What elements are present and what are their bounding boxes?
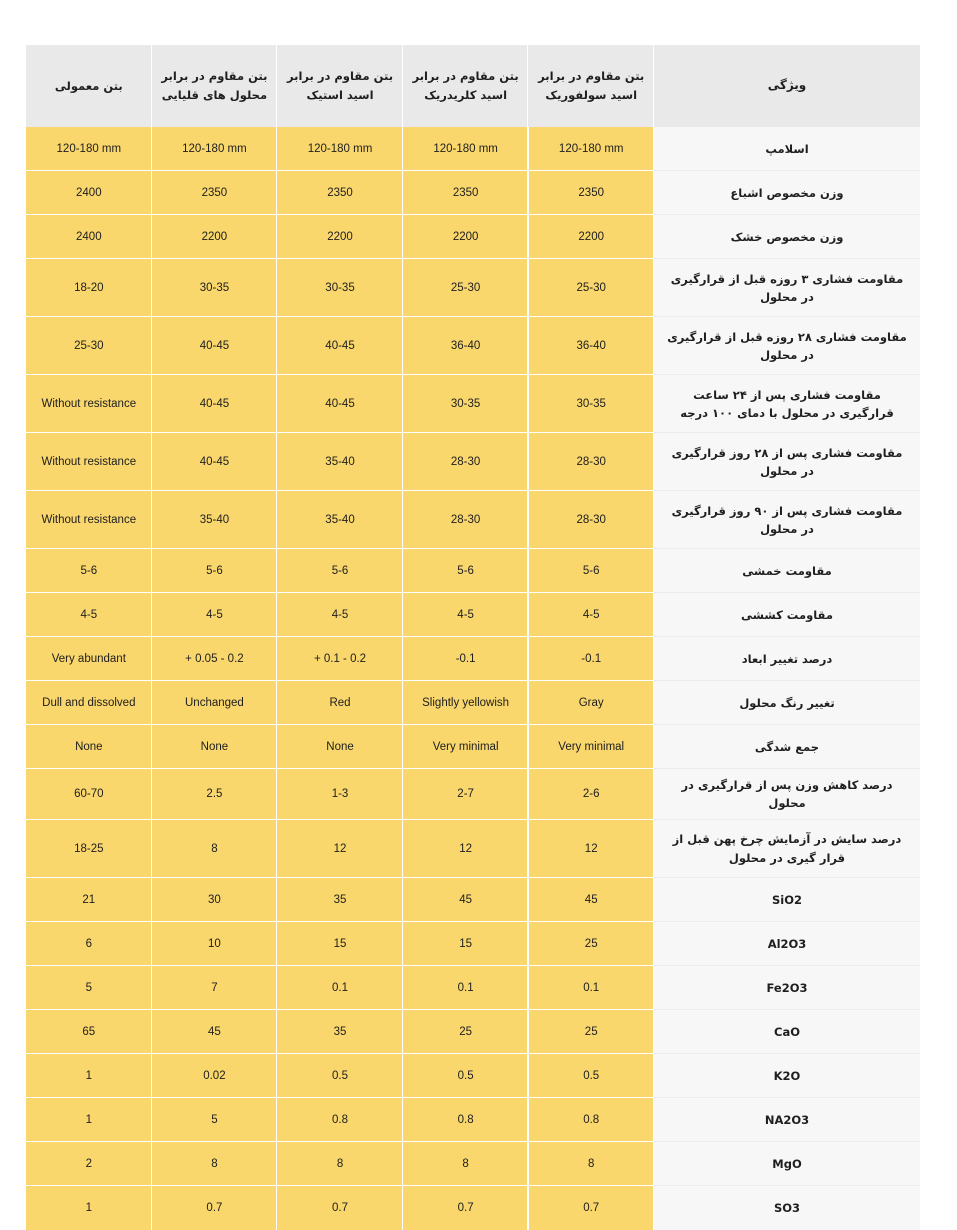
data-cell: 40-45 [152, 375, 278, 433]
data-cell: + 0.1 - 0.2 [277, 637, 403, 681]
table-row [26, 171, 920, 215]
data-cell: Very abundant [26, 637, 152, 681]
feature-label-cell: وزن مخصوص خشک [654, 215, 920, 259]
data-cell: 0.8 [277, 1098, 403, 1142]
feature-label-cell: مقاومت فشاری پس از ۲۸ روز قرارگیری در محلول [654, 433, 920, 491]
data-cell: 65 [26, 1010, 152, 1054]
data-cell: 2350 [403, 171, 529, 215]
data-cell: -0.1 [528, 637, 654, 681]
data-cell: 2200 [152, 215, 278, 259]
data-cell: -0.1 [403, 637, 529, 681]
data-cell: Without resistance [26, 433, 152, 491]
table-row [26, 681, 920, 725]
feature-label-cell: K2O [654, 1054, 920, 1098]
data-cell: 18-20 [26, 259, 152, 317]
data-cell: 5-6 [152, 549, 278, 593]
data-cell: 25 [528, 1010, 654, 1054]
data-cell: 12 [528, 820, 654, 878]
data-cell: None [152, 725, 278, 769]
data-cell: 0.1 [403, 966, 529, 1010]
table-row [26, 820, 920, 878]
data-cell: 0.8 [528, 1098, 654, 1142]
feature-label-cell: مقاومت فشاری پس از ۲۴ ساعت قرارگیری در محلول با دمای ۱۰۰ درجه [654, 375, 920, 433]
data-cell: 2-7 [403, 769, 529, 820]
data-cell: 4-5 [277, 593, 403, 637]
data-cell: 2200 [403, 215, 529, 259]
table-row [26, 637, 920, 681]
data-cell: 8 [152, 820, 278, 878]
data-cell: 5-6 [528, 549, 654, 593]
data-cell: Slightly yellowish [403, 681, 529, 725]
data-cell: 0.1 [277, 966, 403, 1010]
column-header-hydrochloric: بتن مقاوم در برابر اسید کلریدریک [403, 45, 529, 127]
data-cell: 35 [277, 878, 403, 922]
spec-table-wrapper [26, 45, 920, 1230]
data-cell: 40-45 [152, 433, 278, 491]
table-row [26, 433, 920, 491]
data-cell: 0.7 [152, 1186, 278, 1230]
data-cell: 40-45 [152, 317, 278, 375]
data-cell: + 0.05 - 0.2 [152, 637, 278, 681]
table-row [26, 317, 920, 375]
data-cell: 120-180 mm [528, 127, 654, 171]
feature-label-cell: اسلامپ [654, 127, 920, 171]
feature-label-cell: Al2O3 [654, 922, 920, 966]
data-cell: 25-30 [528, 259, 654, 317]
data-cell: 2.5 [152, 769, 278, 820]
data-cell: 25 [528, 922, 654, 966]
data-cell: 21 [26, 878, 152, 922]
data-cell: 0.5 [528, 1054, 654, 1098]
table-row [26, 593, 920, 637]
table-row [26, 549, 920, 593]
feature-label-cell: SO3 [654, 1186, 920, 1230]
data-cell: Dull and dissolved [26, 681, 152, 725]
data-cell: None [277, 725, 403, 769]
table-row [26, 127, 920, 171]
data-cell: 45 [152, 1010, 278, 1054]
table-row [26, 1010, 920, 1054]
feature-label-cell: Fe2O3 [654, 966, 920, 1010]
table-row [26, 922, 920, 966]
data-cell: 2 [26, 1142, 152, 1186]
data-cell: 0.02 [152, 1054, 278, 1098]
feature-label-cell: وزن مخصوص اشباع [654, 171, 920, 215]
header-row [26, 45, 920, 127]
table-row [26, 878, 920, 922]
column-header-sulfuric: بتن مقاوم در برابر اسید سولفوریک [528, 45, 654, 127]
feature-label-cell: مقاومت خمشی [654, 549, 920, 593]
data-cell: 7 [152, 966, 278, 1010]
data-cell: 25 [403, 1010, 529, 1054]
data-cell: 0.7 [403, 1186, 529, 1230]
data-cell: 6 [26, 922, 152, 966]
column-header-ordinary: بتن معمولی [26, 45, 152, 127]
data-cell: Unchanged [152, 681, 278, 725]
data-cell: 4-5 [26, 593, 152, 637]
table-row [26, 491, 920, 549]
data-cell: 0.5 [277, 1054, 403, 1098]
data-cell: 12 [403, 820, 529, 878]
data-cell: 30-35 [528, 375, 654, 433]
data-cell: 1 [26, 1186, 152, 1230]
feature-label-cell: CaO [654, 1010, 920, 1054]
data-cell: 30 [152, 878, 278, 922]
data-cell: 5 [152, 1098, 278, 1142]
concrete-properties-table [26, 45, 920, 1230]
table-row [26, 1142, 920, 1186]
table-row [26, 215, 920, 259]
data-cell: 28-30 [403, 491, 529, 549]
data-cell: 30-35 [152, 259, 278, 317]
data-cell: 2400 [26, 215, 152, 259]
table-row [26, 1186, 920, 1230]
table-row [26, 1098, 920, 1142]
data-cell: 18-25 [26, 820, 152, 878]
data-cell: 28-30 [403, 433, 529, 491]
data-cell: Very minimal [403, 725, 529, 769]
data-cell: 5-6 [403, 549, 529, 593]
feature-label-cell: جمع شدگی [654, 725, 920, 769]
data-cell: 0.5 [403, 1054, 529, 1098]
data-cell: 120-180 mm [403, 127, 529, 171]
data-cell: 36-40 [528, 317, 654, 375]
data-cell: 0.1 [528, 966, 654, 1010]
data-cell: 2350 [152, 171, 278, 215]
data-cell: 8 [152, 1142, 278, 1186]
feature-label-cell: مقاومت فشاری پس از ۹۰ روز قرارگیری در محلول [654, 491, 920, 549]
data-cell: 1-3 [277, 769, 403, 820]
feature-label-cell: MgO [654, 1142, 920, 1186]
feature-label-cell: مقاومت کششی [654, 593, 920, 637]
feature-label-cell: تغییر رنگ محلول [654, 681, 920, 725]
data-cell: 0.7 [528, 1186, 654, 1230]
table-body [26, 127, 920, 1230]
data-cell: 30-35 [277, 259, 403, 317]
feature-label-cell: مقاومت فشاری ۳ روزه قبل از قرارگیری در محلول [654, 259, 920, 317]
feature-label-cell: درصد تغییر ابعاد [654, 637, 920, 681]
data-cell: 30-35 [403, 375, 529, 433]
table-row [26, 1054, 920, 1098]
data-cell: 45 [403, 878, 529, 922]
data-cell: Without resistance [26, 375, 152, 433]
data-cell: 1 [26, 1054, 152, 1098]
data-cell: 120-180 mm [26, 127, 152, 171]
data-cell: 40-45 [277, 317, 403, 375]
data-cell: 4-5 [152, 593, 278, 637]
table-row [26, 769, 920, 820]
data-cell: Gray [528, 681, 654, 725]
data-cell: 35-40 [277, 433, 403, 491]
data-cell: 120-180 mm [152, 127, 278, 171]
data-cell: Very minimal [528, 725, 654, 769]
feature-label-cell: درصد کاهش وزن پس از قرارگیری در محلول [654, 769, 920, 820]
data-cell: 4-5 [528, 593, 654, 637]
data-cell: 5-6 [26, 549, 152, 593]
table-row [26, 966, 920, 1010]
data-cell: 0.7 [277, 1186, 403, 1230]
data-cell: 35-40 [152, 491, 278, 549]
data-cell: 45 [528, 878, 654, 922]
data-cell: 2-6 [528, 769, 654, 820]
data-cell: 2200 [528, 215, 654, 259]
data-cell: 5 [26, 966, 152, 1010]
data-cell: 0.8 [403, 1098, 529, 1142]
data-cell: 10 [152, 922, 278, 966]
data-cell: 8 [528, 1142, 654, 1186]
data-cell: 40-45 [277, 375, 403, 433]
data-cell: 2350 [528, 171, 654, 215]
data-cell: 1 [26, 1098, 152, 1142]
data-cell: Without resistance [26, 491, 152, 549]
column-header-feature: ویژگی [654, 45, 920, 127]
feature-label-cell: NA2O3 [654, 1098, 920, 1142]
data-cell: 5-6 [277, 549, 403, 593]
data-cell: 28-30 [528, 491, 654, 549]
data-cell: 36-40 [403, 317, 529, 375]
data-cell: 25-30 [26, 317, 152, 375]
data-cell: 28-30 [528, 433, 654, 491]
data-cell: 35 [277, 1010, 403, 1054]
data-cell: 15 [277, 922, 403, 966]
table-row [26, 259, 920, 317]
column-header-acetic: بتن مقاوم در برابر اسید استیک [277, 45, 403, 127]
data-cell: 8 [403, 1142, 529, 1186]
table-row [26, 375, 920, 433]
table-row [26, 725, 920, 769]
data-cell: Red [277, 681, 403, 725]
data-cell: 2350 [277, 171, 403, 215]
table-head [26, 45, 920, 127]
data-cell: 12 [277, 820, 403, 878]
data-cell: 2400 [26, 171, 152, 215]
data-cell: 8 [277, 1142, 403, 1186]
feature-label-cell: درصد سایش در آزمایش چرخ پهن قبل از قرار گیری در محلول [654, 820, 920, 878]
data-cell: 15 [403, 922, 529, 966]
feature-label-cell: مقاومت فشاری ۲۸ روزه قبل از قرارگیری در محلول [654, 317, 920, 375]
data-cell: 4-5 [403, 593, 529, 637]
data-cell: 35-40 [277, 491, 403, 549]
data-cell: 25-30 [403, 259, 529, 317]
data-cell: None [26, 725, 152, 769]
column-header-alkaline: بتن مقاوم در برابر محلول های قلیایی [152, 45, 278, 127]
data-cell: 120-180 mm [277, 127, 403, 171]
data-cell: 60-70 [26, 769, 152, 820]
data-cell: 2200 [277, 215, 403, 259]
feature-label-cell: SiO2 [654, 878, 920, 922]
